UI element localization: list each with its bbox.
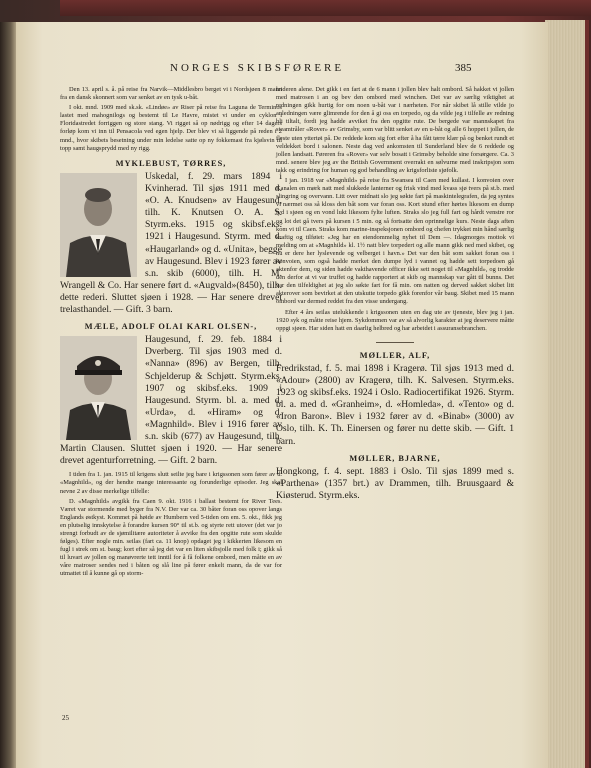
bio-name-maele: MÆLE, ADOLF OLAI KARL OLSEN-, [84, 322, 258, 332]
book-page [16, 22, 548, 768]
book-cover-top-edge [60, 0, 591, 16]
bio-text-maele: Haugesund, f. 29. feb. 1884 i Dverberg. Til sjøs 1903 med d. «Nanna» (896) av Bergen, tilh. Schjelderup & Schjøtt. Styrm.eks. 1907 og skibsf.eks. 1909 i Haugesund. Styrm. bl. a. med d. «Urda», d. «Hiram» og d. «Magnhild». Blev i 1916 fører av s.n. skib (677) av Haugesund, tilh. Martin Clausen. Sluttet sjøen i 1920. — Har senere drevet agenturforretning. — Gift. 2 barn. [60, 334, 282, 467]
maele-note-2: D. «Magnhild» avgikk fra Caen 9. okt. 1916 i ballast bestemt for River Tees. Været var stormende med byger fra N.V. Der var ca. 30 båter foran oss opover langs Englands østkyst. Kommet på høide av Humbern ved 5-tiden om em. 5. okt., fikk jeg en plutselig innskytelse å forandre kursen 90° til st.b. og styrte rett utover (det var jo strengt forbudt av de sjømilitære autoriteter å avvike fra den opgitte rute som skulde følges). Efter nogle min. seilas (fart ca. 11 knop) opdaget jeg i kikkerten likesom en fugl i strek om st. baug; kort efter så jeg det var en liten skibsjolle med folk i; gikk så til luvart av jollen og manøvrerte tett inntil for å få folkene ombord, men måtte en av våre matroser sendes ned i båten og slå line på fører enkelt mann, da de var for utmattet til å kunne gå op storm- [60, 497, 282, 578]
bio-text-moller-bjarne: Hongkong, f. 4. sept. 1883 i Oslo. Til sjøs 1899 med s. «Parthena» (1357 brt.) av Drammen, tilh. Bruusgaard & Kiøsterud. Styrm.eks. [276, 465, 514, 502]
left-column [60, 86, 282, 581]
running-header-title: NORGES SKIBSFØRERE [170, 62, 345, 74]
intro-paragraph-1: Den 13. april s. å. på reise fra Narvik—Middlesbro berget vi i Nordsjøen 8 mann fra en dansk skonnert som var senket av en tysk u-båt. [60, 86, 282, 102]
intro-paragraph-2: I okt. mnd. 1909 med sk.sk. «Lindøe» av Riser på reise fra Laguna de Terminos lastet med mahognilogs og bestemt til Le Havre, mistet vi under en cyklon i Floridastredet forriggen og store stang. Vi rigget så op nødrigg og efter 14 dagers forløp kom vi inn til Pensacola ved egen hjelp. Der blev vi så liggende på reden i 2 mnd., hvor skibets besetning under min ledelse satte op ny fokkemast fra kjølsvin til topp samt haugsprydd med ny rigg. [60, 104, 282, 152]
maele-note-1: I tiden fra 1. jan. 1915 til krigens slutt seilte jeg bare i krigssonen som fører av d. «Magnhild», og der hendte mange interessante og forunderlige episoder. Jeg skal nevne 2 av disse merkelige tilfelle: [60, 471, 282, 495]
portrait-captain-icon [60, 336, 137, 440]
page-number: 385 [455, 62, 472, 74]
section-divider [376, 342, 414, 343]
right-column [276, 86, 514, 506]
portrait-photo-maele [60, 336, 137, 440]
signature-mark: 25 [62, 714, 69, 722]
bio-name-moller-alf: MØLLER, ALF, [359, 350, 431, 360]
right-paragraph-3: Efter 4 års seilas utelukkende i krigssonen uten en dag ute av tjeneste, blev jeg i jan. 1920 syk og måtte reise hjem. Sykdommen var av så alvorlig karakter at jeg deservere måtte oppgi sjøen. Har siden hatt en daarlig helbred og har arbeidet i assuransebranchen. [276, 308, 514, 332]
bio-name-moller-bjarne: MØLLER, BJARNE, [349, 453, 441, 463]
right-paragraph-1: leideren alene. Det gikk i en fart at de 6 mann i jollen blev halt ombord. Så hakket vi jollen med matrosen i an og bev den ombord med winchen. Det var av særlig viktighet at redningen gikk hurtig for om noen u-båt var i nærheten. For når skibet lå stille vilde jo anledningen være glimrende for den å gi oss en torpedo, og da vilde jeg i tilfelle av redning bli tiltalt, fordi jeg hadde avviket fra den opgitte rute. De bergede var mannskapet fra steamtråler «Rover» av Grimsby, som var blitt senket av en u-båt og alle 6 hoppet i jollen, de fleste uten yttertøi på. De reddede kom sig fort efter å ha fått tørre klær på og benket rundt et veldekket bord i salonen. Neste dag ved ankomsten til Sunderland blev de 6 reddede og jollen landsatt. Føreren fra «Rover» var selv bosatt i Grimsby beholde sine forsørgere. Ca. 3 mnd. senere blev jeg av the British Government overrakt en sølvurne med inskripsjon som takk og erindring for human og god behandling av krigsforliste sjøfolk. [276, 86, 514, 174]
right-paragraph-2: I jan. 1918 var «Magnhild» på reise fra Swansea til Caen med kullast. I konvoien over Kanalen en mørk natt med slukkede lanterner og frisk vind med kvass sjø tvers på st.b. med slingring og overvann. Litt over midnatt slo jeg søkte fart på maskintelegrafen, da jeg syntes vi nærmet oss så kloss den båt som var foran oss. Kort stund efter hørtes likesom en dump lyd i sjøen og en vond lukt likesom fylte luften. Straks slo jeg full fart og hårdt venstre ror og lot det gå tvers på kursen i 5 min. og så fortsatte den oprinnelige kurs. Neste dags aften kom vi til Caen. Straks kom marine-inspeksjonen ombord og chefen trykket min hånd særlig kraftig og tilføiet: «Jeg har en eiendommelig nyhet til Dem —. Idagmorges mottok vi melding om at «Magnhild» kl. 1½ natt blev torpedert og alle mann gikk ned med skibet, og nu er dere her lyslevende og velberget i havn.» Det var den båt som sakket foran oss i konvoien, som også hadde merket den dumpe lyd i vannet og hadde sett torpedoen gå aktenfor dem, og siden hadde vakthavende officer ikke sett noget til «Magnhild», og trodde den derfor at vi var truffet og hadde rapportert at skib og mannskap var gått til bunns. Det var den tilfeldighet at jeg slo søkte fart for få min. om natten og derved sakket skibet litt akterover som bevirket at den utskutte torpedo gikk forenfor vår baug. Skibet med 15 mann ombord var dermed reddet fra den visse undergang. [276, 177, 514, 306]
portrait-man-icon [60, 173, 137, 277]
bio-text-moller-alf: Fredrikstad, f. 5. mai 1898 i Kragerø. Til sjøs 1913 med d. «Adour» (2800) av Kragerø, tilh. K. Salvesen. Styrm.eks. 1923 og skibsf.eks. 1924 i Oslo. Radiocertifikat 1926. Styrm. bl. a. med d. «Granheim», d. «Homleda», d. «Tento» og d. «Iron Baron». Blev i 1932 fører av d. «Binab» (3000) av Oslo, tilh. K. Th. Einersen og fører nu dette skib. — Gift. 1 barn. [276, 363, 514, 447]
bio-text-myklebust: Uskedal, f. 29. mars 1894 i Kvinherad. Til sjøs 1911 med d. «O. A. Knudsen» av Haugesund, tilh. K. Knutsen O. A. S. Styrm.eks. 1915 og skibsf.eks. 1921 i Haugesund. Styrm. med d. «Haugarland» og d. «Unita», begge av Haugesund. Blev i 1923 fører av s.n. skib (6000), tilh. H. M. Wrangell & Co. Har senere ført d. «Augvald»(8450), tilh. dette rederi. Sluttet sjøen i 1928. — Har senere drevet trelasthandel. — Gift. 3 barn. [60, 170, 282, 315]
bio-name-myklebust: MYKLEBUST, TØRRES, [115, 158, 227, 168]
portrait-photo-myklebust [60, 173, 137, 277]
page-stack-edge [545, 20, 589, 768]
